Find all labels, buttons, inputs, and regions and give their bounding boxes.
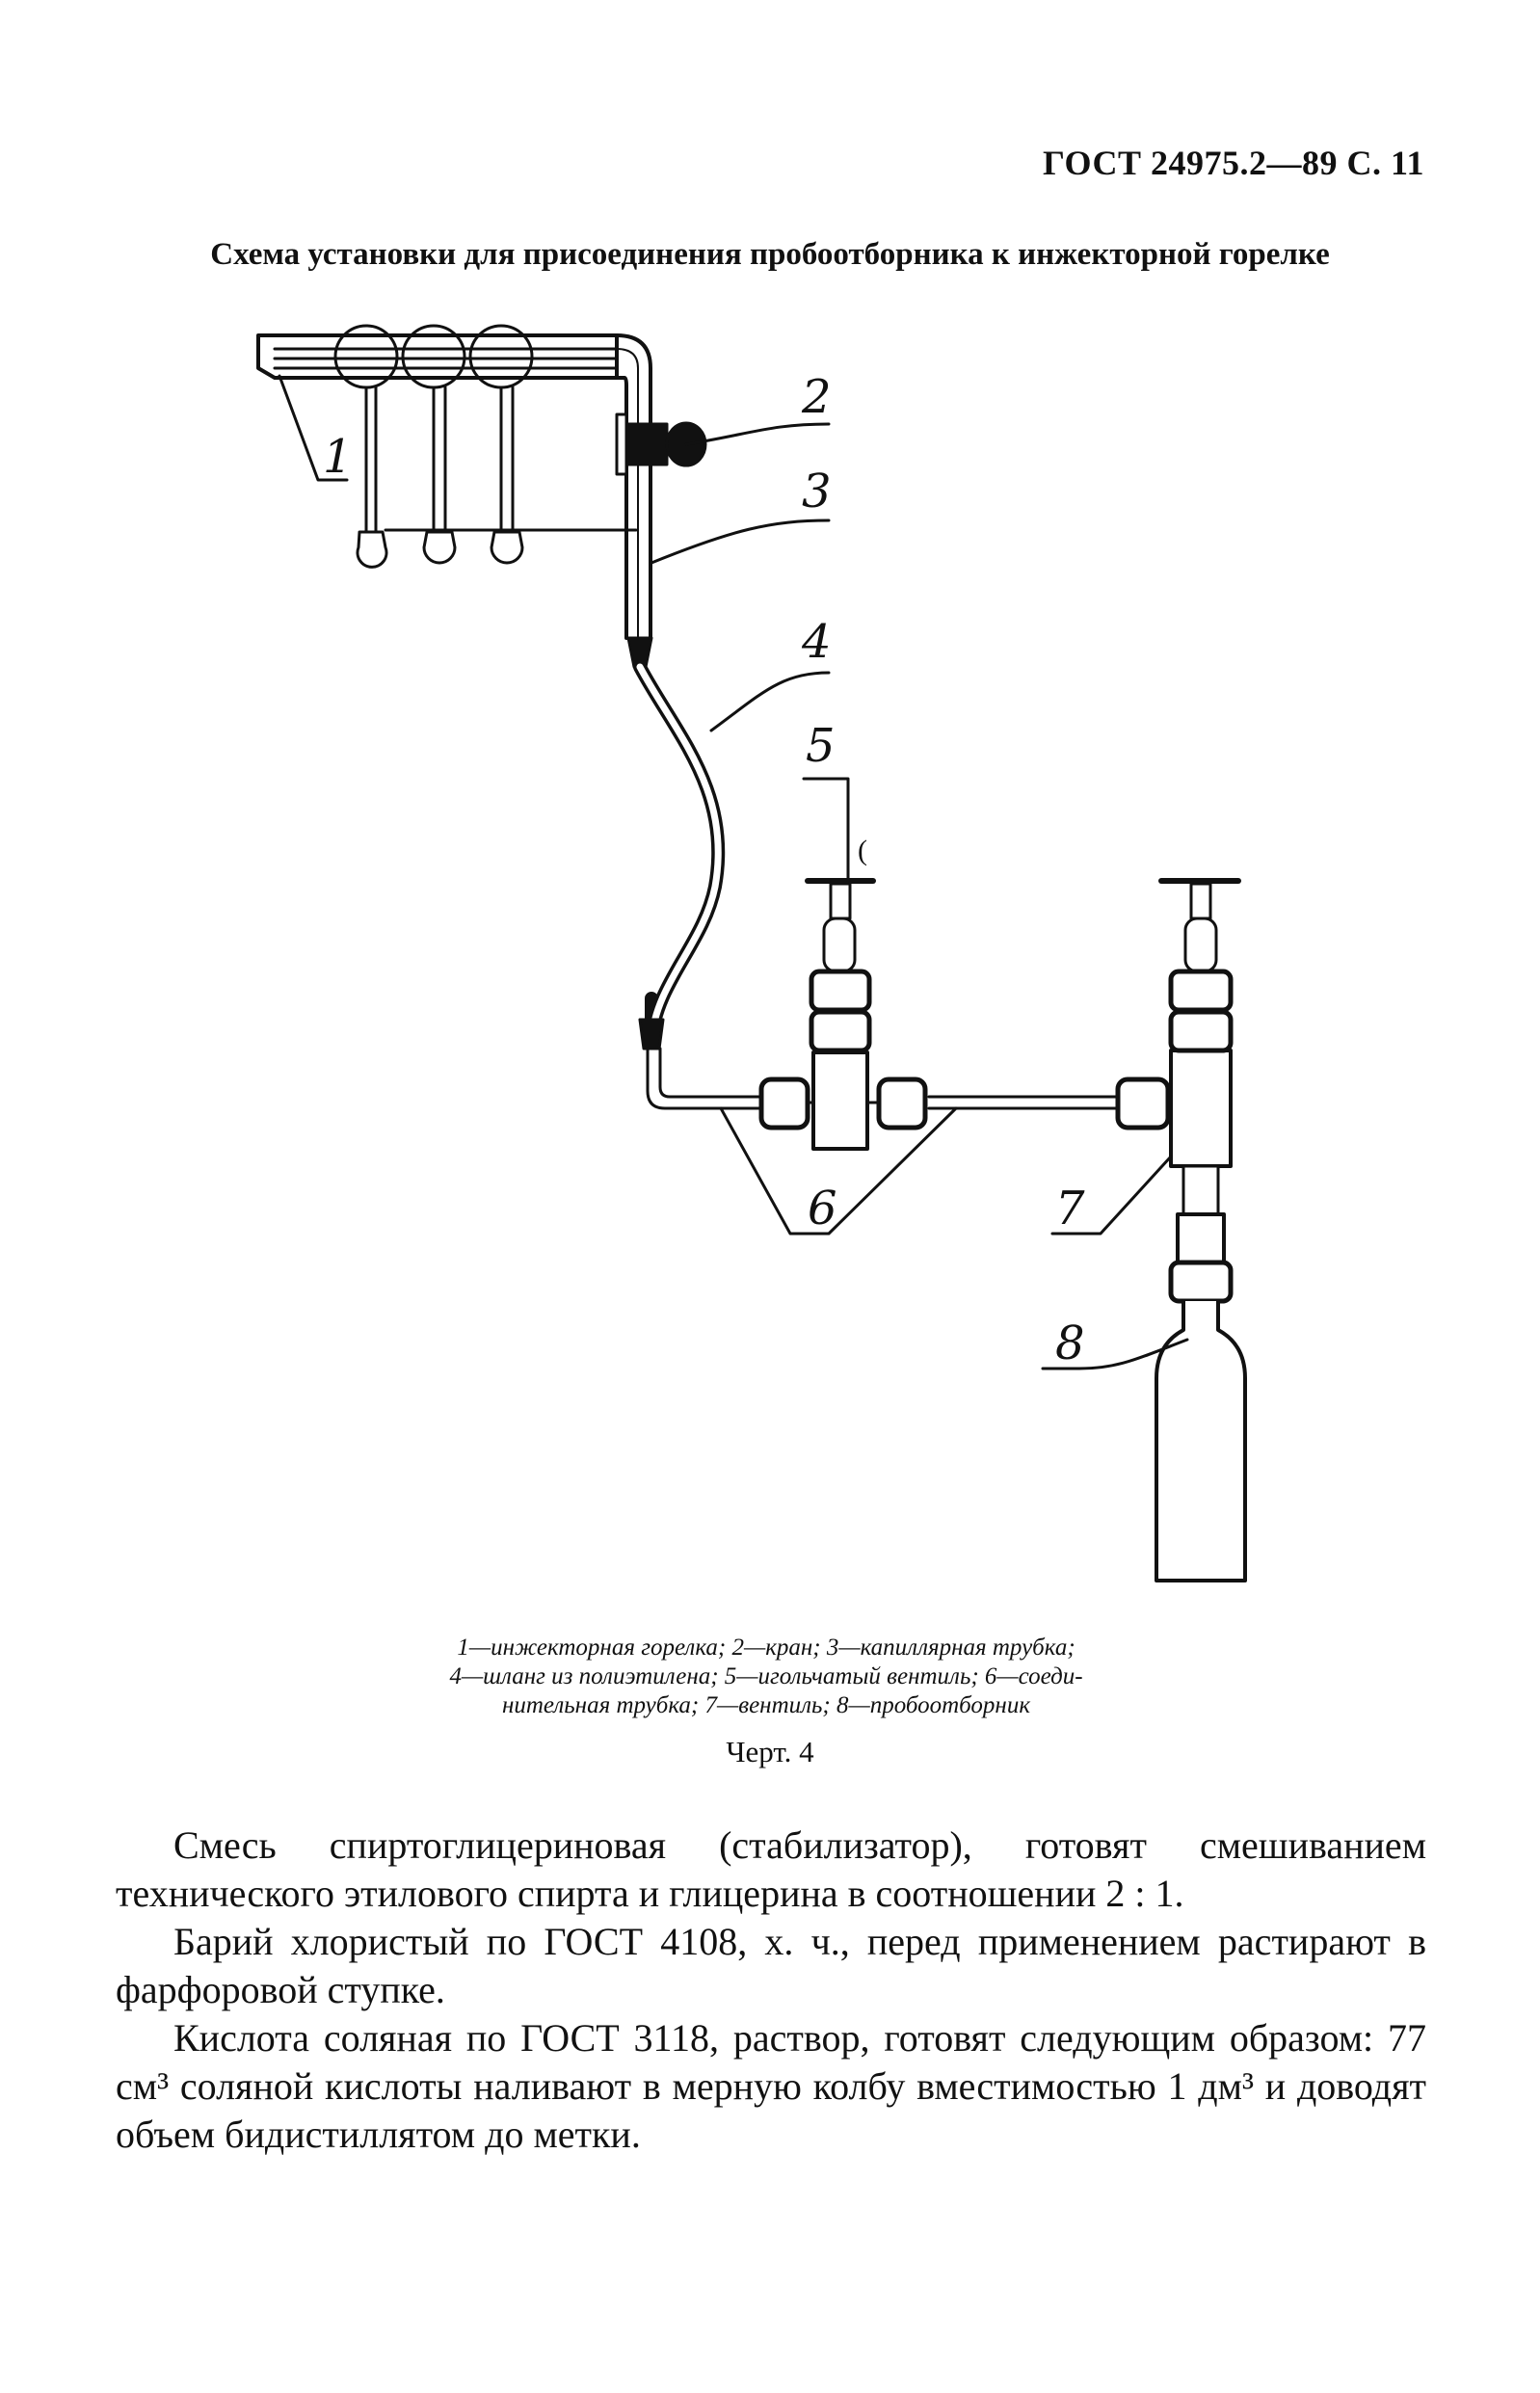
installation-diagram bbox=[0, 308, 1540, 1619]
leader-lines bbox=[279, 376, 1187, 1369]
label-5: 5 bbox=[806, 719, 836, 773]
label-6: 6 bbox=[808, 1182, 837, 1236]
label-4: 4 bbox=[802, 615, 832, 669]
stray-mark: ( bbox=[858, 835, 867, 866]
figure-caption: Черт. 4 bbox=[726, 1735, 814, 1768]
paragraph: Барий хлористый по ГОСТ 4108, х. ч., перед применением растирают в фарфоровой ступке. bbox=[116, 1920, 1426, 2011]
body-text bbox=[116, 1821, 1426, 2159]
label-3: 3 bbox=[802, 465, 832, 518]
figure-title: Схема установки для присоединения пробоотборника к инжекторной горелке bbox=[210, 237, 1330, 272]
figure-legend bbox=[332, 1634, 1200, 1720]
page-header: ГОСТ 24975.2—89 С. 11 bbox=[1043, 144, 1424, 182]
polyethylene-hose bbox=[628, 638, 718, 1049]
sampler-cylinder bbox=[1156, 1301, 1245, 1581]
label-2: 2 bbox=[802, 370, 832, 424]
paragraph: Кислота соляная по ГОСТ 3118, раствор, готовят следующим образом: 77 см³ соляной кислоты наливают в мерную колбу вместимостью 1 дм³ и доводят объем бидистиллятом до метки. bbox=[116, 2016, 1426, 2156]
label-7: 7 bbox=[1055, 1182, 1085, 1236]
legend-line: 4—шланг из полиэтилена; 5—игольчатый вентиль; 6—соеди- bbox=[449, 1663, 1083, 1689]
capillary-tube bbox=[617, 335, 651, 638]
injector-burner bbox=[258, 326, 636, 567]
legend-line: 1—инжекторная горелка; 2—кран; 3—капиллярная трубка; bbox=[457, 1635, 1075, 1661]
needle-valve bbox=[761, 881, 925, 1149]
valve bbox=[1118, 881, 1238, 1301]
paragraph: Смесь спиртоглицериновая (стабилизатор), готовят смешиванием технического этилового спирта и глицерина в соотношении 2 : 1. bbox=[116, 1823, 1426, 1915]
label-1: 1 bbox=[323, 430, 353, 484]
legend-line: нительная трубка; 7—вентиль; 8—пробоотборник bbox=[501, 1692, 1031, 1718]
label-8: 8 bbox=[1055, 1316, 1085, 1370]
